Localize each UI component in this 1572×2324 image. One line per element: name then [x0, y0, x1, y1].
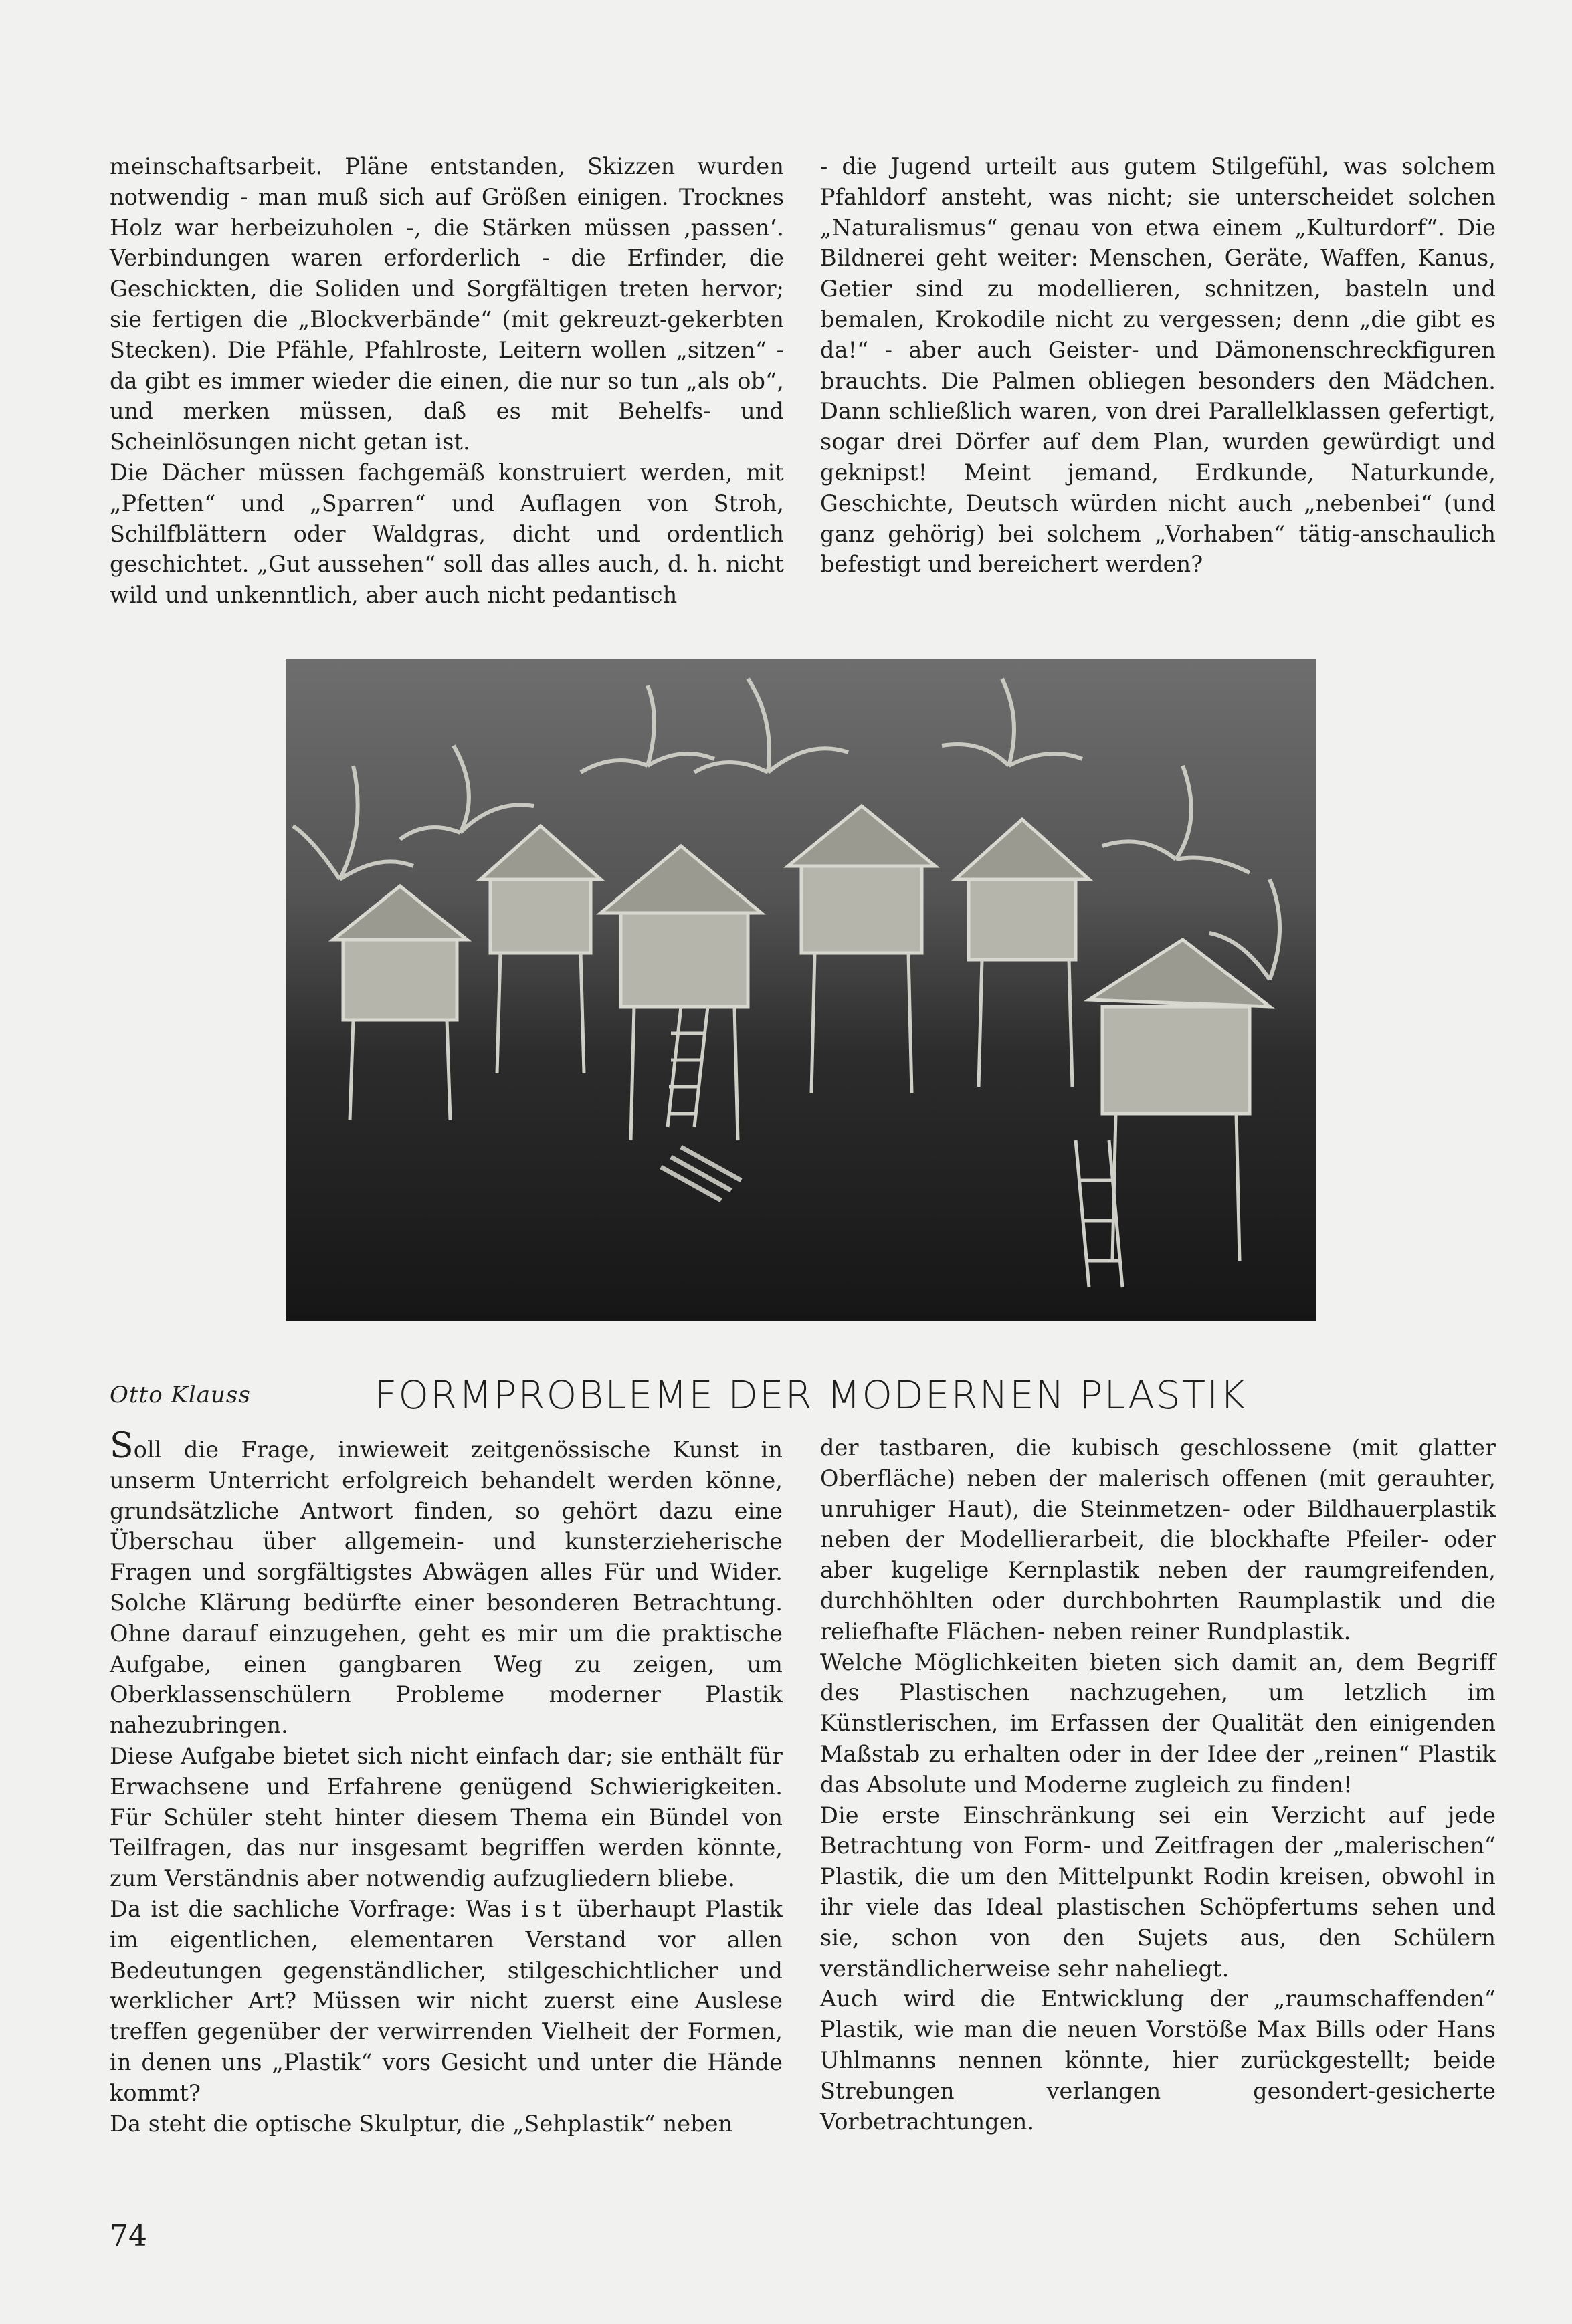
article-right-column [820, 1433, 1496, 2137]
article-left-column [110, 1426, 783, 2139]
article-title: FORMPROBLEME DER MODERNEN PLASTIK [375, 1372, 1247, 1418]
top-left-text-column [110, 151, 784, 611]
author-name: Otto Klauss [110, 1382, 251, 1408]
question-paragraph [110, 1894, 783, 2109]
paragraph: - die Jugend urteilt aus gutem Stilgefühl, was solchem Pfahldorf ansteht, was nicht; sie unterscheidet solchen „Naturalismus“ genau von etwa einem „Kulturdorf“. Die Bildnerei geht weiter: Menschen, Geräte, Waffen, Kanus, Getier sind zu modellieren, schnitzen, basteln und bemalen, Krokodile nicht zu vergessen; denn „die gibt es da!“ - aber auch Geister- und Dämonenschreckfiguren brauchts. Die Palmen obliegen besonders den Mädchen. Dann schließlich waren, von drei Parallelklassen gefertigt, sogar drei Dörfer auf dem Plan, wurden gewürdigt und geknipst! Meint jemand, Erdkunde, Naturkunde, Geschichte, Deutsch würden nicht auch „nebenbei“ (und ganz gehörig) bei solchem „Vorhaben“ tätig-anschaulich befestigt und bereichert werden? [820, 153, 1496, 578]
paragraph: Da steht die optische Skulptur, die „Sehplastik“ neben [110, 2110, 733, 2137]
first-paragraph-text: oll die Frage, inwieweit zeitgenössische Kunst in unserm Unterricht erfolgreich behandelt werden könne, grundsätzliche Antwort finden, so gehört dazu eine Überschau über allgemein- und kunsterzieherische Fragen und sorgfältigstes Abwägen alles Für und Wider. Solche Klärung bedürfte einer besonderen Betrachtung. Ohne darauf einzugehen, geht es mir um die praktische Aufgabe, einen gangbaren Weg zu zeigen, um Oberklassenschülern Probleme moderner Plastik nahezubringen. [110, 1437, 783, 1739]
paragraph: Diese Aufgabe bietet sich nicht einfach dar; sie enthält für Erwachsene und Erfahrene genügend Schwierigkeiten. Für Schüler steht hinter diesem Thema ein Bündel von Teilfragen, das nur insgesamt begriffen werden könnte, zum Verständnis aber notwendig aufzugliedern bliebe. [110, 1742, 783, 1892]
top-right-text-column [820, 151, 1496, 580]
paragraph: meinschaftsarbeit. Pläne entstanden, Skizzen wurden notwendig - man muß sich auf Größen einigen. Trocknes Holz war herbeizuholen -, die Stärken müssen ‚passen‘. Verbindungen waren erforderlich - die Erfinder, die Geschickten, die Soliden und Sorgfältigen treten hervor; sie fertigen die „Blockverbände“ (mit gekreuzt-gekerbten Stecken). Die Pfähle, Pfahlroste, Leitern wollen „sitzen“ - da gibt es immer wieder die einen, die nur so tun „als ob“, und merken müssen, daß es mit Behelfs- und Scheinlösungen nicht getan ist. [110, 153, 784, 455]
paragraph: Die erste Einschränkung sei ein Verzicht auf jede Betrachtung von Form- und Zeitfragen der „malerischen“ Plastik, die um den Mittelpunkt Rodin kreisen, obwohl in ihr viele das Ideal plastischen Schöpfertums sehen und sie, schon von den Sujets aus, den Schülern verständlicherweise sehr naheliegt. [820, 1802, 1496, 1982]
paragraph: Welche Möglichkeiten bieten sich damit an, dem Begriff des Plastischen nachzugehen, um letzlich im Künstlerischen, im Erfassen der Qualität den einigenden Maßstab zu erhalten oder in der Idee der „reinen“ Plastik das Absolute und Moderne zugleich zu finden! [820, 1649, 1496, 1798]
question-text-before: Da ist die sachliche Vorfrage: Was [110, 1895, 522, 1922]
drop-cap: S [110, 1426, 134, 1466]
question-text-after: überhaupt Plastik im eigentlichen, elementaren Verstand vor allen Bedeutungen gegenständlicher, stilgeschichtlicher und werklicher Art? Müssen wir nicht zuerst eine Auslese treffen gegenüber der verwirrenden Vielheit der Formen, in denen uns „Plastik“ vors Gesicht und unter die Hände kommt? [110, 1895, 783, 2106]
spaced-emphasis: ist [521, 1895, 567, 1922]
stilt-village-model-photo [286, 659, 1316, 1321]
photo-illustration [286, 659, 1316, 1321]
page-number: 74 [110, 2219, 147, 2253]
paragraph: der tastbaren, die kubisch geschlossene (mit glatter Oberfläche) neben der malerisch offenen (mit gerauhter, unruhiger Haut), die Steinmetzen- oder Bildhauerplastik neben der Modellierarbeit, die blockhafte Pfeiler- oder aber kugelige Kernplastik neben der raumgreifenden, durchhöhlten oder durchbohrten Raumplastik und die reliefhafte Flächen- neben reiner Rundplastik. [820, 1435, 1496, 1645]
paragraph: Auch wird die Entwicklung der „raumschaffenden“ Plastik, wie man die neuen Vorstöße Max Bills oder Hans Uhlmanns nennen könnte, hier zurückgestellt; beide Strebungen verlangen gesondert-gesicherte Vorbetrachtungen. [820, 1986, 1496, 2135]
first-paragraph [110, 1426, 783, 1741]
paragraph: Die Dächer müssen fachgemäß konstruiert werden, mit „Pfetten“ und „Sparren“ und Auflagen von Stroh, Schilfblättern oder Waldgras, dicht und ordentlich geschichtet. „Gut aussehen“ soll das alles auch, d. h. nicht wild und unkenntlich, aber auch nicht pedantisch [110, 459, 784, 609]
